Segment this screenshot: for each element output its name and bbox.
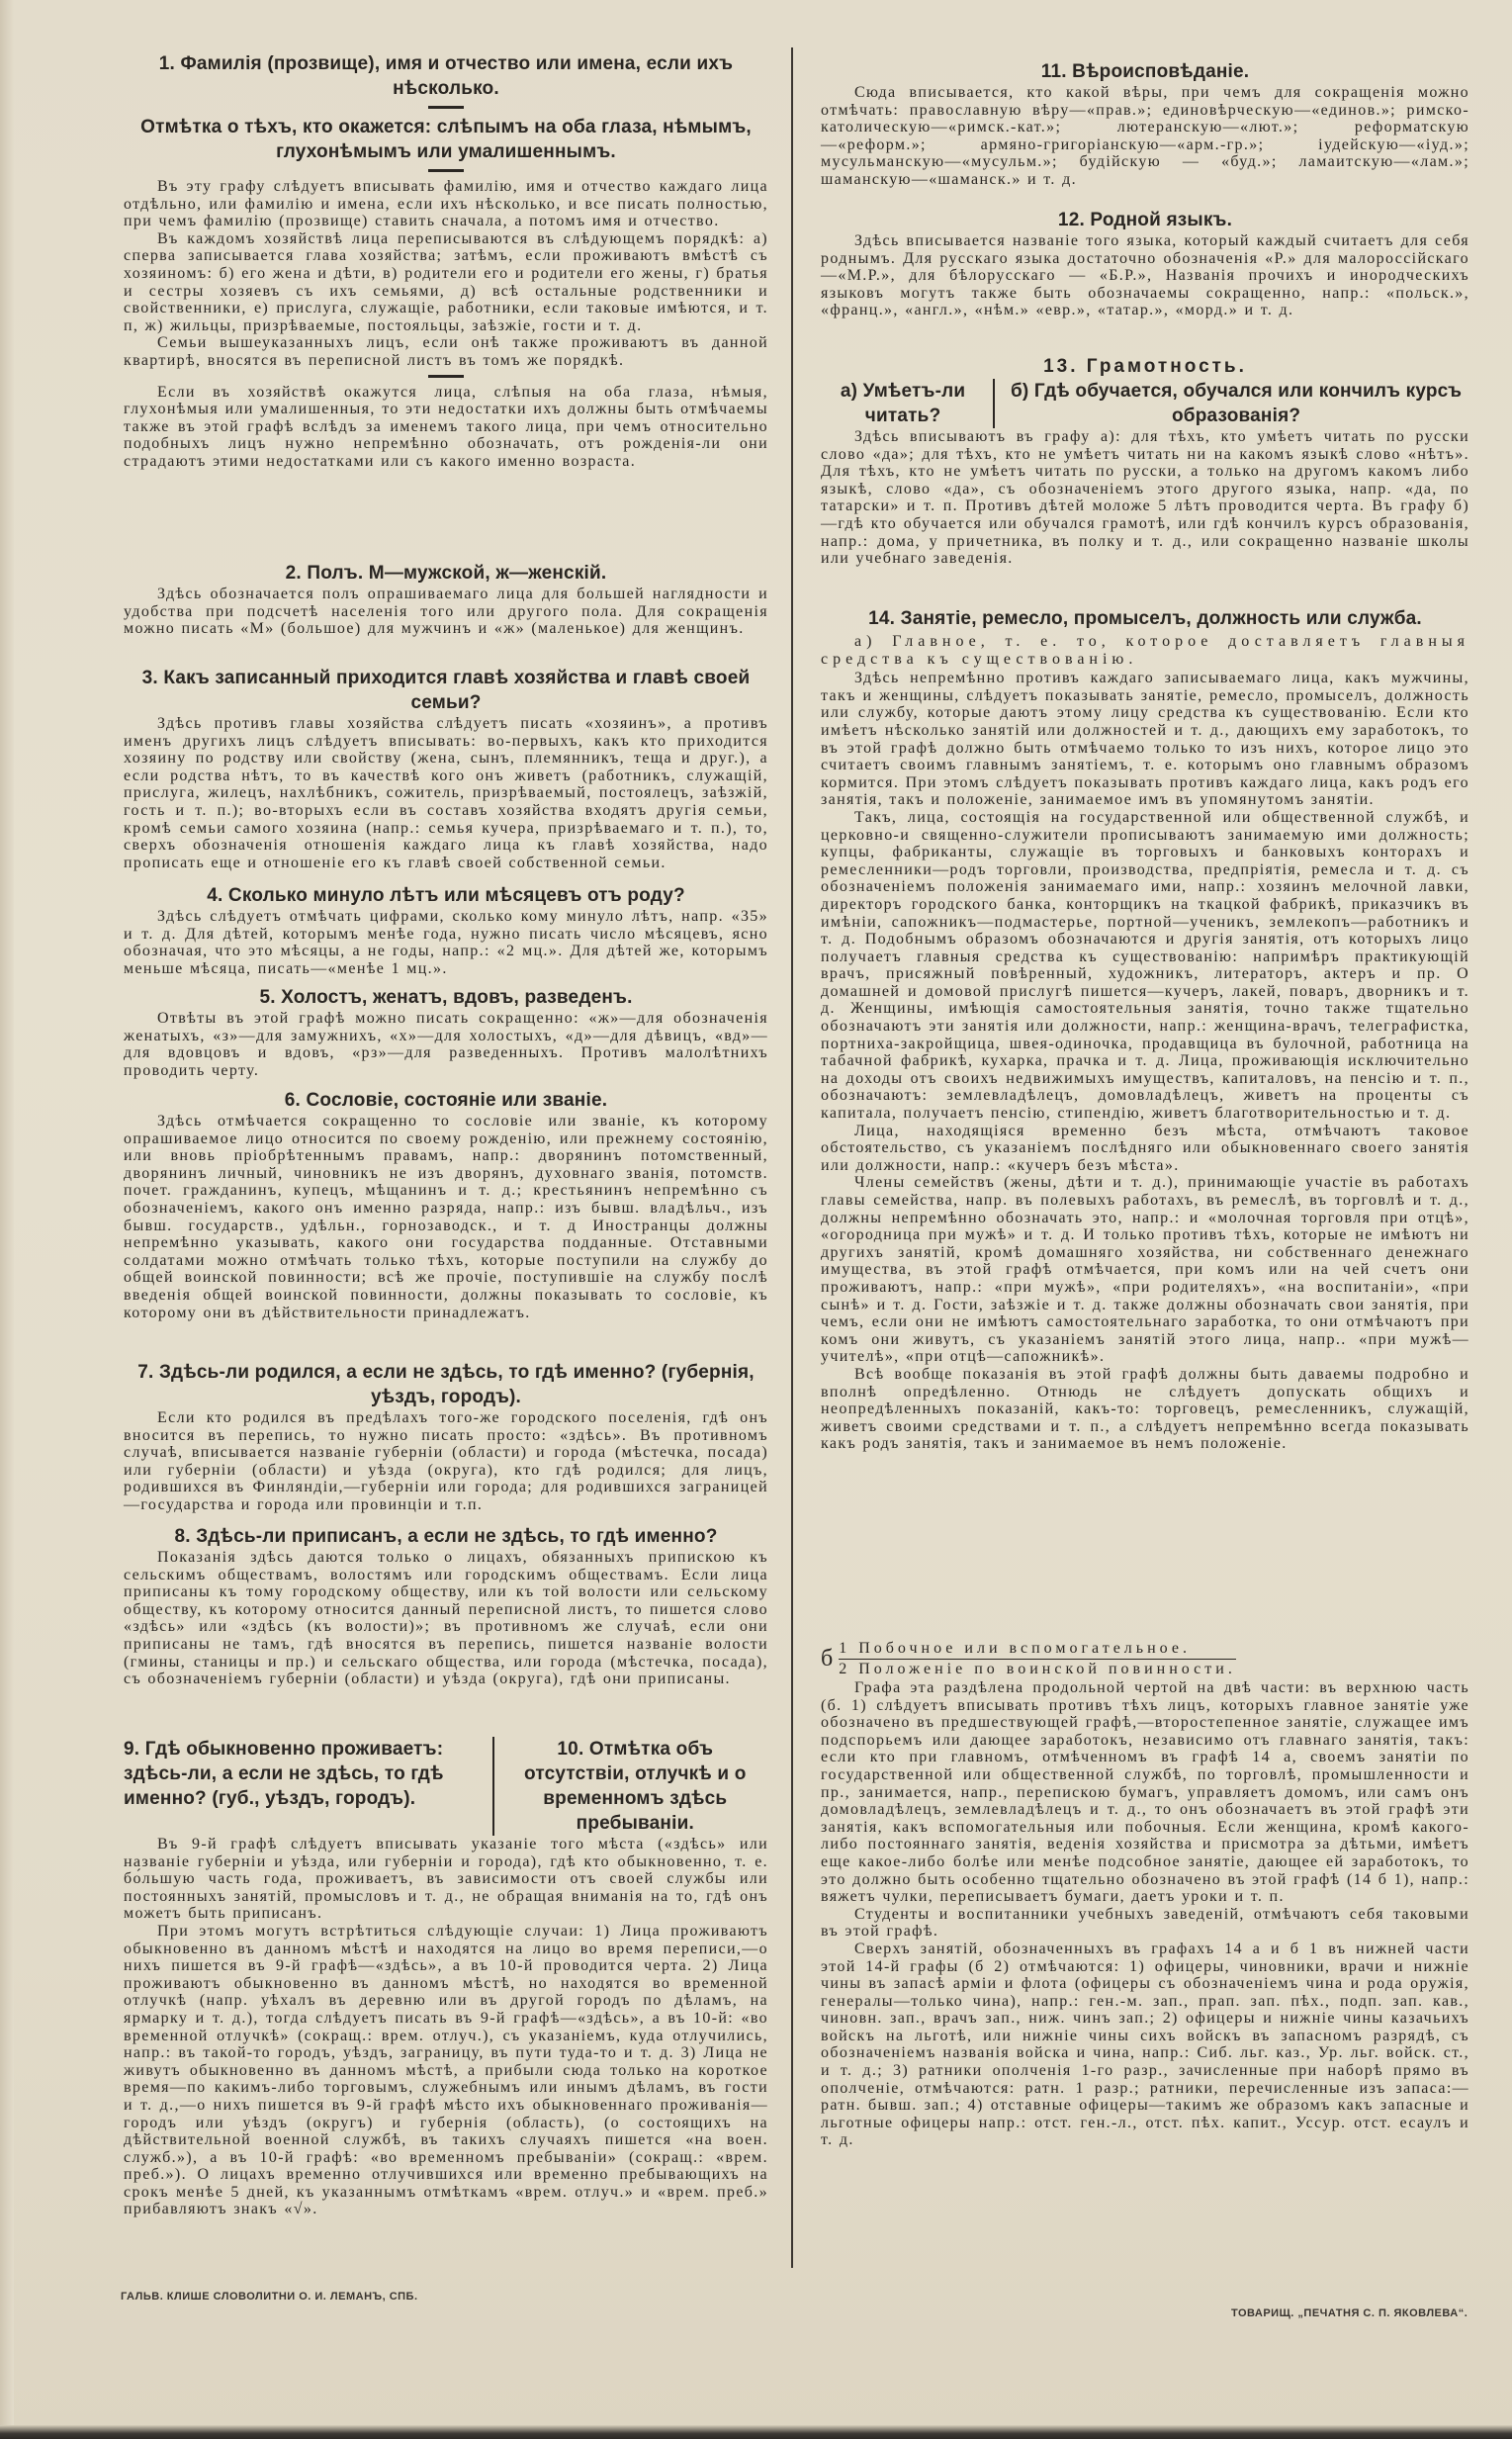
section-title: 8. Здѣсь-ли приписанъ, а если не здѣсь, то гдѣ именно? (174, 1526, 718, 1547)
paragraph: Если кто родился въ предѣлахъ того-же городского поселенія, гдѣ онъ вносится въ перепись, то нужно писать просто: «здѣсь». Въ противномъ случаѣ, вписывается названіе губерніи (области) и города (мѣстечка, посада) или губерніи (области) и уѣзда (округа), кто гдѣ родился; для лицъ, родившихся въ Финляндіи,—губерніи или города; для родившихся заграницей—государства и города или провинціи и т.п. (124, 1409, 768, 1513)
paragraph: Сюда вписывается, кто какой вѣры, при чемъ для сокращенія можно отмѣчать: православную вѣру—«прав.»; единовѣрческую—«единов.»; римско-католическую—«римск.-кат.»; лютеранскую—«лют.»; реформатскую—«реформ.»; армяно-григоріанскую—«арм.-гр.»; іудейскую—«іуд.»; мусульманскую—«мусульм.»; будійскую — «буд.»; ламаитскую—«лам.»; шаманскую—«шаманск.» и т. д. (821, 84, 1469, 188)
section-title: 2. Полъ. М—мужской, ж—женскій. (285, 563, 607, 584)
subsection-letter: б (821, 1646, 834, 1671)
paragraph: Всѣ вообще показанія въ этой графѣ должны быть даваемы подробно и вполнѣ опредѣленно. Отнюдь не слѣдуетъ допускать общихъ и неопредѣленныхъ показаній, какъ-то: торговецъ, ремесленникъ, служащій, живетъ своими средствами и т. п., а слѣдуетъ непремѣнно всегда показывать какъ родъ занятія, такъ и занимаемое въ немъ положеніе. (821, 1365, 1469, 1453)
section-residence (124, 1737, 768, 2218)
column-b-title: б) Гдѣ обучается, обучался или кончилъ курсъ образованія? (1010, 381, 1463, 426)
paragraph: Въ эту графу слѣдуетъ вписывать фамилію, имя и отчество каждаго лица отдѣльно, или фамилію и имена, если ихъ нѣсколько, и все писать полностью, при чемъ фамилію (прозвище) ставить сначала, а потомъ имя и отчество. (124, 178, 768, 230)
section-name (124, 51, 768, 471)
section-title: 1. Фамилія (прозвище), имя и отчество или имена, если ихъ нѣсколько. (158, 53, 734, 99)
paragraph: Въ 9-й графѣ слѣдуетъ вписывать указаніе того мѣста («здѣсь» или названіе губерніи и уѣзда, или губерніи и города), гдѣ кто обыкновенно, т. е. бо́льшую часть года, проживаетъ, въ зависимости отъ своей службы или постоянныхъ занятій, промысловъ и т. д., не обращая вниманія на то, гдѣ онъ можетъ быть приписанъ. (124, 1836, 768, 1923)
paragraph: Здѣсь обозначается полъ опрашиваемаго лица для большей наглядности и удобства при подсчетѣ населенія того или другого пола. Для сокращенія можно писать «М» (большое) для мужчинъ и «ж» (маленькое) для женщинъ. (124, 586, 768, 638)
column-divider (791, 47, 793, 2268)
section-registration (124, 1524, 768, 1688)
paragraph: Лица, находящіяся временно безъ мѣста, отмѣчаютъ таковое обстоятельство, съ указаніемъ послѣдняго или обыкновеннаго своего занятія или должности, напр.: «кучеръ безъ мѣста». (821, 1122, 1469, 1174)
section-religion (821, 59, 1469, 189)
paragraph: Студенты и воспитанники учебныхъ заведеній, отмѣчаютъ себя таковыми въ этой графѣ. (821, 1905, 1469, 1941)
paragraph: Показанія здѣсь даются только о лицахъ, обязанныхъ припискою къ сельскимъ обществамъ, волостямъ или городскимъ обществамъ. Если лица приписаны къ тому городскому обществу, или къ той волости или сельскому обществу, къ которому относится данный переписной листъ, то пишется слово «здѣсь» или «здѣсь (къ волости)»; въ противномъ же случаѣ, если они приписаны не тамъ, гдѣ вносятся въ перепись, пишется названіе волости (гмины, станицы и пр.) и сельскаго общества, или города (мѣстечка, посада), съ обозначеніемъ губерніи (области) и уѣзда (округа), гдѣ они приписаны. (124, 1549, 768, 1688)
section-age (124, 883, 768, 977)
subsection-b-heading (821, 1639, 1469, 1679)
subsection-b1: 1 Побочное или вспомогательное. (839, 1639, 1236, 1660)
section-subtitle: Отмѣтка о тѣхъ, кто окажется: слѣпымъ на оба глаза, нѣмымъ, глухонѣмымъ или умалишеннымъ. (140, 117, 752, 162)
split-divider (993, 379, 995, 428)
paragraph: Такъ, лица, состоящія на государственной или общественной службѣ, и церковно-и священно-служители прописываютъ занимаемую ими должность; купцы, фабриканты, служащіе въ торговыхъ и банковыхъ конторахъ и ремесленники—родъ торговли, производства, предпріятія, ремесла и т. д. съ обозначеніемъ положенія занимаемаго ими, напр.: хозяинъ мелочной лавки, директоръ городского банка, конторщикъ на ткацкой фабрикѣ, приказчикъ въ имѣніи, сапожникъ—подмастерье, портной—ученикъ, землекопъ—работникъ и т. д. Подобнымъ образомъ обозначаются и другія занятія, отъ которыхъ лицо получаетъ главныя средства къ существованію: напримѣръ практикующій врачъ, присяжный повѣренный, художникъ, литераторъ, актеръ и пр. О домашней и домовой прислугѣ пишется—кучеръ, лакей, поваръ, дворникъ и т. д. Женщины, имѣющія самостоятельныя занятія, точно также тщательно обозначаютъ эти занятія или должности, напр.: женщина-врачъ, телеграфистка, портниха-закройщица, швея-одиночка, продавщица въ булочной, работница на табачной фабрикѣ, кухарка, прачка и т. д. Лица, проживающія исключительно на доходы отъ своихъ недвижимыхъ имуществъ, капиталовъ, на пенсію и т. п., обозначаютъ: землевладѣлецъ, домовладѣлецъ, живетъ на проценты съ капитала, получаетъ пенсію, стипендію, живетъ благотворительностью и т. д. (821, 808, 1469, 1123)
subsection-main: а) Главное, т. е. то, которое доставляетъ главныя средства къ существованію. (821, 633, 1469, 668)
section-title: 13. Грамотность. (1043, 356, 1247, 377)
section-sex (124, 561, 768, 638)
section-title: 12. Родной языкъ. (1057, 210, 1233, 230)
column-a-title: а) Умѣетъ-ли читать? (840, 381, 966, 426)
section-title: 4. Сколько минуло лѣтъ или мѣсяцевъ отъ роду? (207, 885, 685, 906)
rule (428, 169, 464, 172)
paragraph: При этомъ могутъ встрѣтиться слѣдующіе случаи: 1) Лица проживаютъ обыкновенно въ данномъ мѣстѣ и находятся на лицо во время переписи,—о нихъ пишется въ 9-й графѣ—«здѣсь», а въ 10-й проводится черта. 2) Лица проживаютъ обыкновенно въ данномъ мѣстѣ, но находятся во временной отлучкѣ (напр. уѣхалъ въ деревню или въ другой городъ по дѣламъ, на ярмарку и т. д.), тогда слѣдуетъ писать въ 9-й графѣ—«здѣсь», а въ 10-й: «во временной отлучкѣ» (сокращ.: врем. отлуч.), съ указаніемъ, куда отлучились, напр.: въ такой-то городъ, уѣздъ, заграницу, въ пути туда-то и т. д. 3) Лица не живутъ обыкновенно въ данномъ мѣстѣ, а прибыли сюда только на короткое время—по какимъ-либо торговымъ, служебнымъ или инымъ дѣламъ, въ гости и т. д.,—о нихъ пишется въ 9-й графѣ мѣсто ихъ обыкновеннаго проживанія—городъ или уѣздъ (округъ) и губернія (область), (о состоящихъ на дѣйствительной военной службѣ, въ такихъ случаяхъ пишется «на воен. служб.»), а въ 10-й графѣ: «во временномъ пребываніи» (сокращ.: «врем. преб.»). О лицахъ временно отлучившихся или временно пребывающихъ на срокъ менѣе 5 дней, къ указаннымъ отмѣткамъ «врем. отлуч.» и «врем. преб.» прибавляютъ знакъ «√». (124, 1922, 768, 2218)
subsection-b2: 2 Положеніе по воинской повинности. (839, 1661, 1236, 1677)
paragraph: Здѣсь противъ главы хозяйства слѣдуетъ писать «хозяинъ», а противъ именъ другихъ лицъ слѣдуетъ вписывать: во-первыхъ, какъ кто приходится хозяину по родству или свойству (жена, сынъ, племянникъ, теща и друг.), а если родства нѣтъ, то въ качествѣ кого онъ живетъ (работникъ, служащій, прислуга, жилецъ, нахлѣбникъ, сожитель, призрѣваемый, постоялецъ, заѣзжій, гость и т. п.); во-вторыхъ если въ составъ хозяйства входятъ другія семьи, кромѣ семьи самого хозяина (напр.: семья кучера, призрѣваемаго и т. п.), то, сверхъ обозначенія отношенія каждаго лица къ главѣ хозяйства, надо прописать еще и отношеніе его къ главѣ своей собственной семьи. (124, 715, 768, 871)
split-heading (821, 379, 1469, 428)
rule (428, 106, 464, 109)
section-title: 5. Холостъ, женатъ, вдовъ, разведенъ. (259, 987, 633, 1008)
section-secondary-occupation (821, 1637, 1469, 2149)
section-title: 6. Сословіе, состояніе или званіе. (284, 1090, 608, 1111)
split-heading (124, 1737, 768, 1836)
section-relation (124, 666, 768, 871)
paragraph: Если въ хозяйствѣ окажутся лица, слѣпыя на оба глаза, нѣмыя, глухонѣмыя или умалишенныя, то эти недостатки ихъ должны быть отмѣчаемы также въ этой графѣ вслѣдъ за именемъ такого лица, при чемъ относительно подобныхъ лицъ нужно непремѣнно обозначать, отъ рожденія-ли они страдаютъ этими недостатками или съ какого именно возраста. (124, 383, 768, 470)
section-title: 14. Занятіе, ремесло, промыселъ, должность или служба. (868, 608, 1422, 629)
section-marital-status (124, 985, 768, 1079)
section-title: 3. Какъ записанный приходится главѣ хозяйства и главѣ своей семьи? (141, 668, 751, 713)
section-title: 11. Вѣроисповѣданіе. (1040, 61, 1250, 82)
paragraph: Члены семействъ (жены, дѣти и т. д.), принимающіе участіе въ работахъ главы семейства, напр. въ полевыхъ работахъ, въ ремеслѣ, въ торговлѣ и т. д., должны непремѣнно обозначать это, напр.: и «молочная торговля при отцѣ», «огородница при мужѣ» и т. д. И только противъ тѣхъ, которые не имѣютъ ни другихъ занятій, кромѣ домашняго хозяйства, ни собственнаго денежнаго имущества, въ этой графѣ отмѣчается, при комъ или на чей счетъ они проживаютъ, напр.: «при мужѣ», «при родителяхъ», «на воспитаніи», «при сынѣ» и т. д. Гости, заѣзжіе и т. д. также должны обозначать свои занятія, при чемъ, если они не имѣютъ самостоятельнаго заработка, то они отмѣчаютъ при комъ они живутъ, съ указаніемъ занятій этого лица, напр.. «при мужѣ—учителѣ», «при отцѣ—сапожникѣ». (821, 1174, 1469, 1366)
paragraph: Въ каждомъ хозяйствѣ лица переписываются въ слѣдующемъ порядкѣ: а) сперва записывается глава хозяйства; затѣмъ, если проживаютъ вмѣстѣ съ хозяиномъ: б) его жена и дѣти, в) родители его и родители его жены, г) братья и сестры хозяевъ съ ихъ семьями, д) всѣ остальные родственники и свойственники, е) прислуга, служащіе, работники, если таковые имѣются, и т. п, ж) жильцы, призрѣваемые, постояльцы, заѣзжіе, гости и т. д. (124, 229, 768, 334)
printer-imprint-right: ТОВАРИЩ. „ПЕЧАТНЯ С. П. ЯКОВЛЕВА“. (1231, 2307, 1468, 2319)
section-occupation (821, 606, 1469, 1453)
section-title: 7. Здѣсь-ли родился, а если не здѣсь, то гдѣ именно? (губернія, уѣздъ, городъ). (137, 1362, 755, 1407)
paragraph: Здѣсь отмѣчается сокращенно то сословіе или званіе, къ которому опрашиваемое лицо относится по своему рожденію, или прежнему состоянію, или вновь пріобрѣтеннымъ правамъ, напр.: дворянинъ потомственный, дворянинъ личный, чиновникъ не изъ дворянъ, духовнаго званія, потомств. почет. гражданинъ, купецъ, мѣщанинъ и т. д.; крестьянинъ непремѣнно съ обозначеніемъ, какого онъ именно разряда, напр.: изъ бывш. владѣльч., изъ бывш. государств., удѣльн., горнозаводск., и т. д Иностранцы должны непремѣнно указывать, какого они государства подданные. Отставными солдатами можно отмѣчать только тѣхъ, которые поступили на службу до общей воинской повинности; всѣ же прочіе, поступившіе на службу послѣ введенія общей воинской повинности, должны показывать то сословіе, къ которому они въ дѣйствительности принадлежатъ. (124, 1113, 768, 1321)
section-title-9: 9. Гдѣ обыкновенно проживаетъ: здѣсь-ли, а если не здѣсь, то гдѣ именно? (губ., уѣздъ, городъ). (124, 1739, 444, 1809)
paragraph: Здѣсь вписывается названіе того языка, который каждый считаетъ для себя роднымъ. Для русскаго языка достаточно обозначенія «Р.» для малороссійскаго—«М.Р.», для бѣлорусскаго — «Б.Р.», Названія прочихъ и инородческихъ языковъ могутъ также быть обозначаемы сокращенно, напр.: «польск.», «франц.», «англ.», «нѣм.» «евр.», «татар.», «морд.» и т. д. (821, 232, 1469, 319)
paragraph: Здѣсь непремѣнно противъ каждаго записываемаго лица, какъ мужчины, такъ и женщины, слѣдуетъ показывать занятіе, ремесло, промыселъ, должность или службу, которые даютъ этому лицу средства къ существованію. Если кто имѣетъ нѣсколько занятій или должностей и т. д., дающихъ ему заработокъ, то въ этой графѣ должно быть отмѣчаемо только то изъ нихъ, которое лицо это считаетъ своимъ главнымъ занятіемъ, т. е. которымъ оно главнымъ образомъ кормится. При этомъ слѣдуетъ показывать противъ каждаго лица, какъ родъ его занятія, такъ и положеніе, занимаемое имъ въ упомянутомъ занятіи. (821, 670, 1469, 809)
page-edge-left (0, 0, 14, 2439)
page-edge-bottom (0, 2425, 1512, 2439)
section-title-10: 10. Отмѣтка объ отсутствіи, отлучкѣ и о временномъ здѣсь пребываніи. (524, 1739, 747, 1834)
split-divider (492, 1737, 494, 1836)
paragraph: Графа эта раздѣлена продольной чертой на двѣ части: въ верхнюю часть (б. 1) слѣдуетъ вписывать противъ тѣхъ лицъ, которыхъ главное занятіе уже обозначено въ предшествующей графѣ,—второстепенное занятіе, служащее имъ подспорьемъ или дающее заработокъ, независимо отъ главнаго занятія, такъ: если кто при главномъ, отмѣченномъ въ графѣ 14 а, своемъ занятіи по государственной или общественной службѣ, по торговлѣ, промышленности и пр., занимается, напр., перепискою бумагъ, управляетъ домомъ, или самъ онъ домовладѣлецъ, землевладѣлецъ и т. д., то онъ обозначаетъ въ этой графѣ эти занятія, какъ вспомогательныя или побочныя. Если женщина, кромѣ какого-либо постояннаго занятія, веденія хозяйства и присмотра за дѣтьми, имѣетъ еще какое-либо болѣе или менѣе подсобное занятіе, дающее ей заработокъ, то это должно быть особенно тщательно обозначено въ этой графѣ (14 б 1), напр.: вяжетъ чулки, переписываетъ бумаги, даетъ уроки и т. п. (821, 1679, 1469, 1906)
paragraph: Сверхъ занятій, обозначенныхъ въ графахъ 14 а и б 1 въ нижней части этой 14-й графы (б 2) отмѣчаются: 1) офицеры, чиновники, врачи и нижніе чины въ запасѣ арміи и флота (офицеры съ обозначеніемъ чина и рода оружія, генералы—только чина), напр.: ген.-м. зап., прап. зап. пѣх., подп. зап. кав., чиновн. зап., врачъ зап., ниж. чинъ зап.; 2) офицеры и нижніе чины казачьихъ войскъ на льготѣ, или нижніе чины сихъ войскъ въ запасномъ разрядѣ, съ обозначеніемъ названія войска и чина, напр.: Сиб. льг. каз., Ур. льг. войск. ст., и т. д.; 3) ратники ополченія 1-го разр., зачисленные при наборѣ прямо въ ополченіе, отмѣчаются: ратн. 1 разр.; ратники, перечисленные изъ запаса:—ратн. бывш. зап.; 4) отставные офицеры—такимъ же образомъ какъ запасные и льготные офицеры напр.: отст. ген.-л., отст. пѣх. капит., Уссур. отст. есаулъ и т. д. (821, 1940, 1469, 2149)
paragraph: Здѣсь слѣдуетъ отмѣчать цифрами, сколько кому минуло лѣтъ, напр. «35» и т. д. Для дѣтей, которымъ менѣе года, нужно писать число мѣсяцевъ, ясно обозначая, что это мѣсяцы, а не годы, напр.: «2 мц.». Для дѣтей же, которымъ меньше мѣсяца, писать—«менѣе 1 мц.». (124, 908, 768, 977)
paragraph: Семьи вышеуказанныхъ лицъ, если онѣ также проживаютъ въ данной квартирѣ, вносятся въ переписной листъ въ томъ же порядкѣ. (124, 334, 768, 369)
rule (428, 375, 464, 378)
printer-imprint-left: ГАЛЬВ. КЛИШЕ СЛОВОЛИТНИ О. И. ЛЕМАНЪ, СПБ. (121, 2291, 418, 2303)
paragraph: Отвѣты въ этой графѣ можно писать сокращенно: «ж»—для обозначенія женатыхъ, «з»—для замужнихъ, «х»—для холостыхъ, «д»—для дѣвицъ, «вд»—для вдовцовъ и вдовъ, «рз»—для разведенныхъ. Противъ малолѣтнихъ проводить черту. (124, 1010, 768, 1079)
section-birthplace (124, 1360, 768, 1514)
section-literacy (821, 354, 1469, 568)
paragraph: Здѣсь вписываютъ въ графу а): для тѣхъ, кто умѣетъ читать по русски слово «да»; для тѣхъ, кто не умѣетъ читать ни на какомъ языкѣ слово «нѣтъ». Для тѣхъ, кто не умѣетъ читать по русски, а только на другомъ какомъ либо языкѣ, слово «да», съ обозначеніемъ этого другого языка, напр. «да, по татарски» и т. п. Противъ дѣтей моложе 5 лѣтъ проводится черта. Въ графу б)—гдѣ кто обучается или обучался грамотѣ, или гдѣ кончилъ курсъ образованія, напр.: дома, у причетника, въ полку и т. д., или сокращенно названіе школы или учебнаго заведенія. (821, 428, 1469, 568)
section-native-language (821, 208, 1469, 319)
section-estate (124, 1088, 768, 1321)
